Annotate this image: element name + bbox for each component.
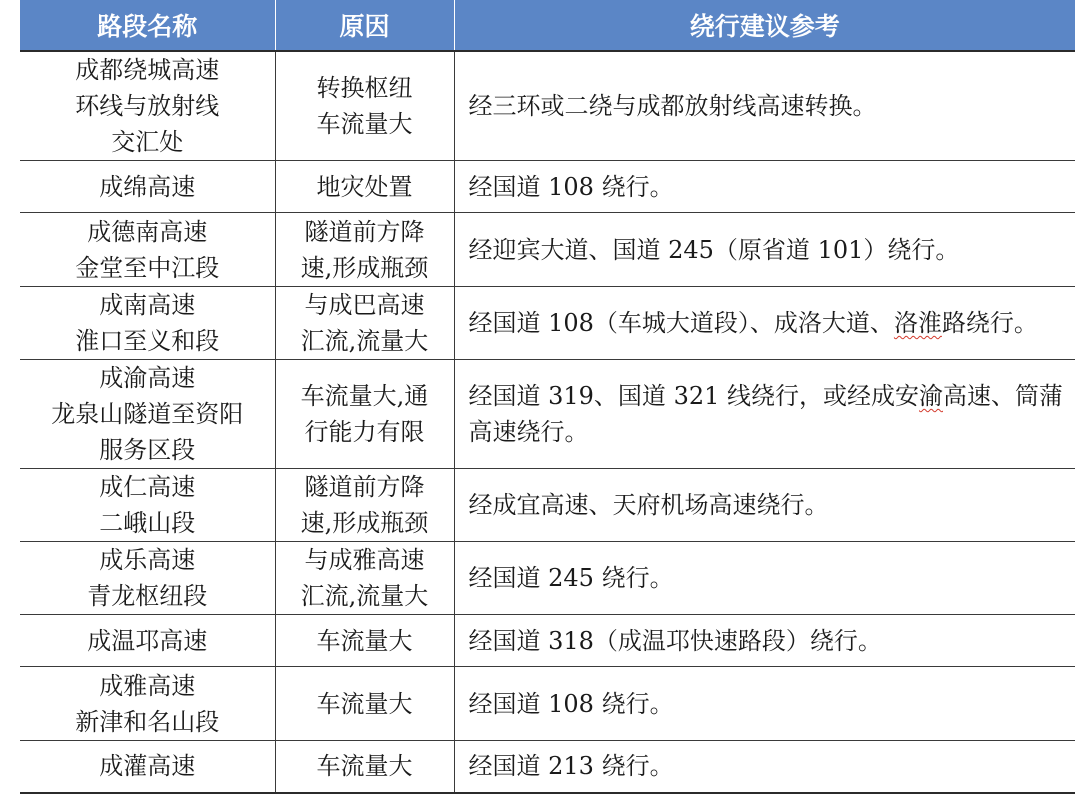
table-row <box>20 615 1075 667</box>
advice-cell: 经成宜高速、天府机场高速绕行。 <box>454 469 1075 542</box>
road-name-cell: 成灌高速 <box>20 741 275 793</box>
header-reason: 原因 <box>275 0 454 51</box>
advice-text: 经国道 319、国道 321 线绕行，或经成安 <box>468 382 920 410</box>
table-row <box>20 213 1075 287</box>
road-name-cell: 成都绕城高速 环线与放射线 交汇处 <box>20 51 275 161</box>
reason-cell: 车流量大 <box>275 667 454 741</box>
reason-cell: 车流量大 <box>275 615 454 667</box>
advice-cell: 经国道 108 绕行。 <box>454 161 1075 213</box>
reason-cell: 车流量大 <box>275 741 454 793</box>
advice-cell: 经国道 108 绕行。 <box>454 667 1075 741</box>
road-name-cell: 成温邛高速 <box>20 615 275 667</box>
road-name-cell: 成乐高速 青龙枢纽段 <box>20 542 275 615</box>
advice-cell: 经三环或二绕与成都放射线高速转换。 <box>454 51 1075 161</box>
table-row <box>20 360 1075 469</box>
reason-cell: 隧道前方降 速,形成瓶颈 <box>275 213 454 287</box>
advice-cell: 经迎宾大道、国道 245（原省道 101）绕行。 <box>454 213 1075 287</box>
road-name-cell: 成绵高速 <box>20 161 275 213</box>
reason-cell: 与成巴高速 汇流,流量大 <box>275 287 454 360</box>
header-row <box>20 0 1075 51</box>
table-row <box>20 469 1075 542</box>
table-row <box>20 741 1075 793</box>
reason-cell: 车流量大,通 行能力有限 <box>275 360 454 469</box>
spellcheck-marked-text: 渝 <box>919 382 944 410</box>
advice-text: 路绕行。 <box>941 309 1038 337</box>
table-row <box>20 51 1075 161</box>
header-road-name: 路段名称 <box>20 0 275 51</box>
advice-cell <box>454 360 1075 469</box>
table-row <box>20 667 1075 741</box>
table-row <box>20 542 1075 615</box>
detour-table <box>20 0 1075 794</box>
road-name-cell: 成德南高速 金堂至中江段 <box>20 213 275 287</box>
advice-text: 经国道 108（车城大道段）、成洛大道、 <box>468 309 894 337</box>
road-name-cell: 成雅高速 新津和名山段 <box>20 667 275 741</box>
header-detour-advice: 绕行建议参考 <box>454 0 1075 51</box>
road-name-cell: 成南高速 淮口至义和段 <box>20 287 275 360</box>
advice-cell: 经国道 318（成温邛快速路段）绕行。 <box>454 615 1075 667</box>
reason-cell: 转换枢纽 车流量大 <box>275 51 454 161</box>
road-name-cell: 成渝高速 龙泉山隧道至资阳 服务区段 <box>20 360 275 469</box>
table-row <box>20 161 1075 213</box>
advice-cell <box>454 287 1075 360</box>
spellcheck-marked-text: 洛淮 <box>893 309 942 337</box>
table-row <box>20 287 1075 360</box>
reason-cell: 与成雅高速 汇流,流量大 <box>275 542 454 615</box>
road-name-cell: 成仁高速 二峨山段 <box>20 469 275 542</box>
advice-text: 高速、筒蒲高速绕行。 <box>468 382 1064 446</box>
advice-cell: 经国道 213 绕行。 <box>454 741 1075 793</box>
reason-cell: 地灾处置 <box>275 161 454 213</box>
reason-cell: 隧道前方降 速,形成瓶颈 <box>275 469 454 542</box>
advice-cell: 经国道 245 绕行。 <box>454 542 1075 615</box>
